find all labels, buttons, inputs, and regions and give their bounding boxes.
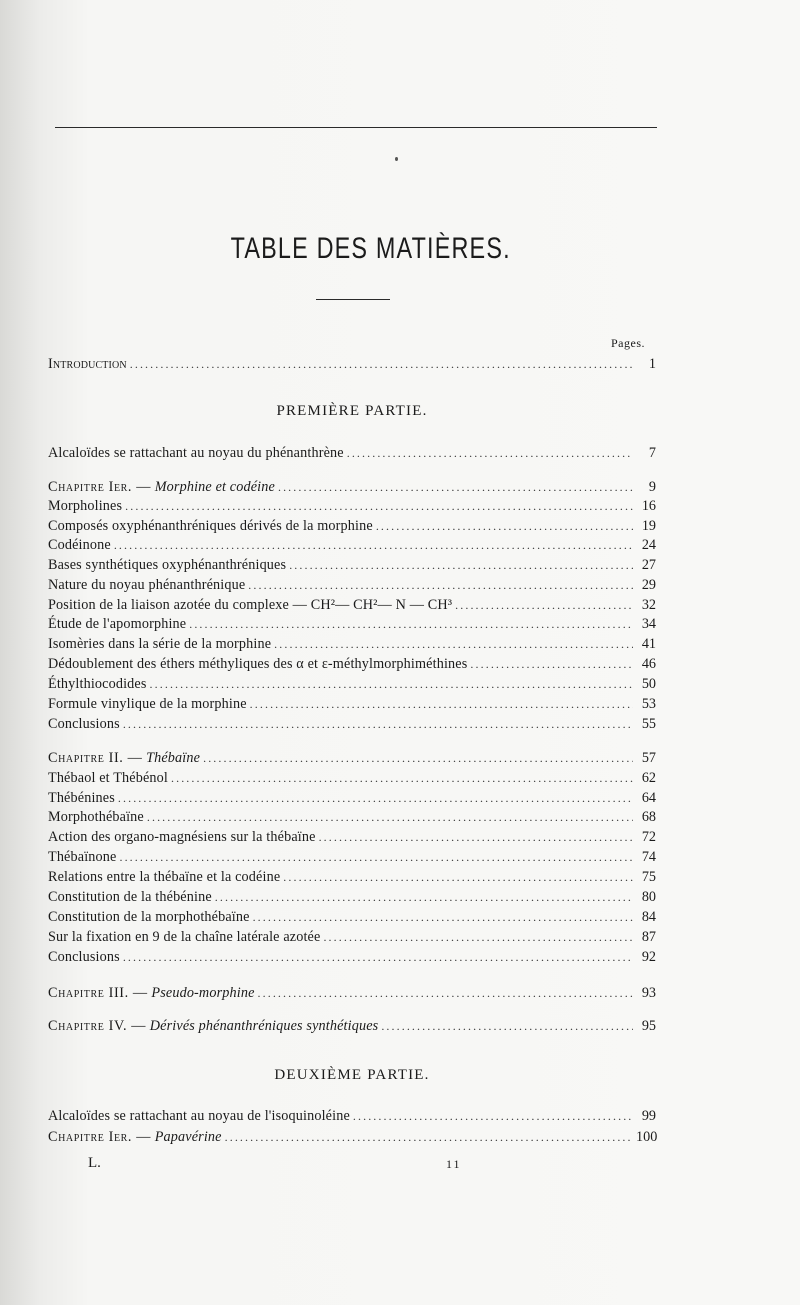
toc-entry[interactable] [48,789,656,807]
leader-dots [150,675,633,693]
leader-dots [283,868,633,886]
toc-entry-page: 50 [641,676,656,692]
toc-entry[interactable] [48,596,656,614]
signature-mark: L. [88,1155,101,1171]
toc-entry-label: Étude de l'apomorphine [48,616,187,632]
leader-dots [381,1017,633,1035]
toc-entry-page: 19 [641,518,656,534]
toc-entry-page: 100 [636,1129,658,1145]
toc-entry[interactable] [48,769,656,787]
toc-entry[interactable] [48,715,656,733]
toc-entry[interactable] [48,615,656,633]
sheet-number: 11 [446,1157,462,1171]
leader-dots [376,517,633,535]
leader-dots [289,556,633,574]
toc-chapter-1[interactable] [48,478,656,496]
toc-entry[interactable] [48,556,656,574]
toc-entry-label: Constitution de la thébénine [48,889,212,905]
toc-entry-page: 32 [641,597,656,613]
leader-dots [323,928,633,946]
chapter-title: Dérivés phénanthréniques synthétiques [149,1018,379,1034]
leader-dots [253,908,633,926]
toc-chapter-2[interactable] [48,749,656,767]
chapter-heading [48,1017,378,1035]
toc-entry-page: 27 [641,557,656,573]
chapter-title: Morphine et codéine [154,479,275,495]
leader-dots [319,828,633,846]
leader-dots [125,497,633,515]
toc-entry-label: Relations entre la thébaïne et la codéine [48,869,281,885]
toc-entry-page: 34 [641,616,656,632]
toc-entry-page: 93 [641,985,656,1001]
toc-entry-page: 9 [648,479,656,495]
toc-entry[interactable] [48,868,656,886]
toc-entry-label: Action des organo-magnésiens sur la thébaïne [48,829,316,845]
chapter-title: Papavérine [154,1129,222,1145]
toc-entry-label: Composés oxyphénanthréniques dérivés de la morphine [48,518,373,534]
toc-entry-label: Thébaïnone [48,849,117,865]
leader-dots [278,478,633,496]
leader-dots [123,715,633,733]
toc-entry-page: 74 [641,849,656,865]
leader-dots [147,808,633,826]
leader-dots [171,769,633,787]
toc-entry-page: 92 [641,949,656,965]
toc-chapter-papaverine[interactable] [48,1128,656,1146]
toc-entry[interactable] [48,928,656,946]
toc-entry[interactable] [48,497,656,515]
leader-dots [203,749,633,767]
chapter-heading [48,478,275,496]
toc-entry-introduction[interactable] [48,355,656,373]
toc-entry-page: 62 [641,770,656,786]
leader-dots [215,888,633,906]
toc-entry-label: Sur la fixation en 9 de la chaîne latérale azotée [48,929,321,945]
toc-entry[interactable] [48,576,656,594]
toc-entry-page: 84 [641,909,656,925]
pages-column-label: Pages. [611,336,645,350]
toc-entry-part2-intro[interactable] [48,1107,656,1125]
chapter-heading [48,1128,222,1146]
toc-entry-page: 24 [641,537,656,553]
leader-dots [119,848,633,866]
leader-dots [274,635,633,653]
toc-entry-label: Thébénines [48,790,115,806]
toc-entry[interactable] [48,675,656,693]
chapter-prefix: Chapitre III. — [48,985,148,1001]
toc-entry-page: 99 [641,1108,656,1124]
toc-entry-page: 7 [648,445,656,461]
toc-entry-page: 80 [641,889,656,905]
chapter-title: Pseudo-morphine [151,985,255,1001]
toc-entry-label: Introduction [48,356,127,372]
part-heading-2: DEUXIÈME PARTIE. [274,1067,430,1083]
leader-dots [123,948,633,966]
chapter-heading [48,984,255,1002]
chapter-prefix: Chapitre II. — [48,750,143,766]
chapter-heading [48,749,200,767]
toc-entry-label: Morphothébaïne [48,809,144,825]
toc-entry-page: 75 [641,869,656,885]
print-speck [395,157,398,161]
toc-entry[interactable] [48,848,656,866]
toc-chapter-3[interactable] [48,984,656,1002]
part-heading-1: PREMIÈRE PARTIE. [276,403,428,419]
toc-entry[interactable] [48,908,656,926]
top-rule [55,127,657,128]
toc-entry-page: 41 [641,636,656,652]
toc-entry[interactable] [48,635,656,653]
toc-entry[interactable] [48,695,656,713]
toc-entry-label: Éthylthiocodides [48,676,147,692]
leader-dots [118,789,633,807]
leader-dots [258,984,633,1002]
page-title [77,232,701,266]
toc-entry-page: 64 [641,790,656,806]
toc-entry-page: 72 [641,829,656,845]
toc-entry[interactable] [48,828,656,846]
toc-entry-label: Codéinone [48,537,111,553]
leader-dots [455,596,633,614]
toc-entry-page: 87 [641,929,656,945]
chapter-prefix: Chapitre IV. — [48,1018,147,1034]
toc-entry[interactable] [48,655,656,673]
toc-entry-label: Isomèries dans la série de la morphine [48,636,272,652]
toc-entry-label: Alcaloïdes se rattachant au noyau du phénanthrène [48,445,344,461]
toc-entry-page: 1 [648,356,656,372]
leader-dots [470,655,633,673]
toc-entry-label: Thébaol et Thébénol [48,770,168,786]
toc-entry-label: Morpholines [48,498,123,514]
toc-entry-page: 68 [641,809,656,825]
toc-entry-label: Alcaloïdes se rattachant au noyau de l'isoquinoléine [48,1108,350,1124]
leader-dots [189,615,633,633]
toc-entry-page: 16 [641,498,656,514]
toc-entry-page: 55 [641,716,656,732]
toc-entry[interactable] [48,948,656,966]
leader-dots [130,355,633,373]
chapter-prefix: Chapitre Ier. — [48,479,152,495]
page-title-text: TABLE DES MATIÈRES. [230,232,511,265]
toc-entry-page: 57 [641,750,656,766]
toc-entry-page: 95 [641,1018,656,1034]
leader-dots [347,444,633,462]
toc-entry-page: 46 [641,656,656,672]
toc-entry[interactable] [48,808,656,826]
leader-dots [353,1107,633,1125]
toc-entry[interactable] [48,536,656,554]
toc-entry-label: Bases synthétiques oxyphénanthréniques [48,557,287,573]
toc-entry-label: Formule vinylique de la morphine [48,696,247,712]
toc-entry-label: Nature du noyau phénanthrénique [48,577,246,593]
toc-entry[interactable] [48,888,656,906]
toc-entry-page: 53 [641,696,656,712]
toc-chapter-4[interactable] [48,1017,656,1035]
toc-entry-label: Dédoublement des éthers méthyliques des α et ε-méthylmorphiméthines [48,656,468,672]
toc-entry[interactable] [48,517,656,535]
toc-entry-label: Constitution de la morphothébaïne [48,909,250,925]
leader-dots [250,695,633,713]
leader-dots [225,1128,633,1146]
toc-entry-part1-intro[interactable] [48,444,656,462]
leader-dots [248,576,633,594]
toc-entry-label: Conclusions [48,716,120,732]
toc-entry-label: Conclusions [48,949,120,965]
chapter-title: Thébaïne [146,750,201,766]
title-rule [316,299,390,300]
chapter-prefix: Chapitre Ier. — [48,1129,152,1145]
toc-entry-page: 29 [641,577,656,593]
toc-entry-label: Position de la liaison azotée du complexe — CH²— CH²— N — CH³ [48,597,453,613]
leader-dots [114,536,633,554]
